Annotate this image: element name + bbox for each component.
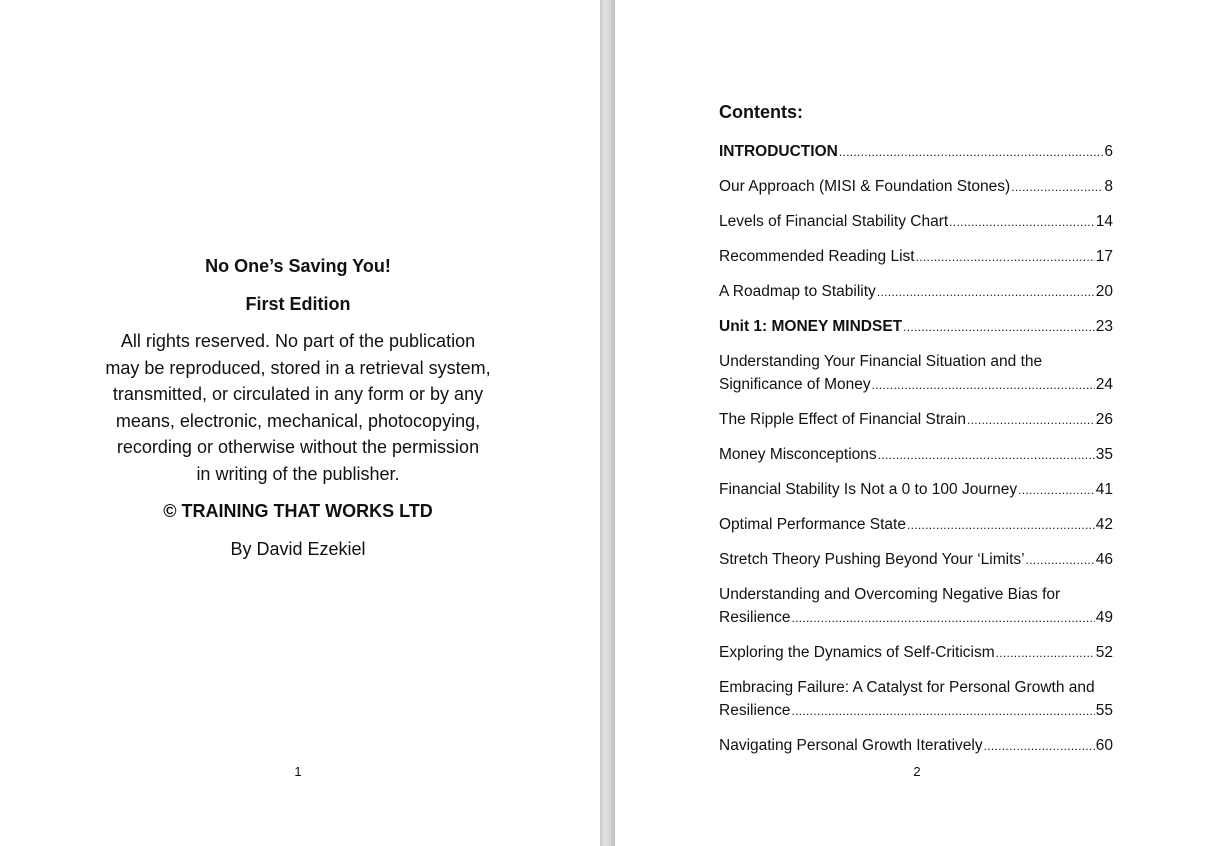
book-edition: First Edition — [245, 293, 351, 314]
toc-entry[interactable] — [719, 676, 1113, 723]
rights-line: transmitted, or circulated in any form or by any — [112, 384, 484, 404]
toc-entry-title: Exploring the Dynamics of Self-Criticism — [719, 644, 995, 661]
dot-leader — [949, 211, 1095, 234]
left-page — [0, 0, 600, 846]
toc-entry-page: 6 — [1104, 143, 1113, 160]
dot-leader — [1018, 479, 1095, 502]
toc-entry-title: INTRODUCTION — [719, 143, 838, 160]
toc-entry-line — [719, 280, 1113, 304]
toc-entry-page: 52 — [1095, 644, 1113, 661]
toc-entry-title: Money Misconceptions — [719, 446, 877, 463]
dot-leader — [839, 141, 1104, 164]
rights-line: means, electronic, mechanical, photocopying, — [115, 410, 481, 431]
dot-leader — [984, 735, 1095, 758]
toc-entry-line — [719, 443, 1113, 467]
toc-entry-line — [719, 315, 1113, 339]
toc-entry-title-line: Embracing Failure: A Catalyst for Personal Growth and — [719, 679, 1095, 696]
toc-entry-title: Significance of Money — [719, 376, 871, 393]
toc-entry-page: 35 — [1095, 446, 1113, 463]
toc-entry-page: 26 — [1095, 411, 1113, 428]
rights-line: may be reproduced, stored in a retrieval system, — [105, 357, 491, 378]
rights-notice — [98, 328, 498, 487]
toc-entry[interactable] — [719, 140, 1113, 164]
toc-entry-title: A Roadmap to Stability — [719, 283, 876, 300]
toc-entry[interactable] — [719, 245, 1113, 269]
toc-entry-title: Unit 1: MONEY MINDSET — [719, 318, 903, 335]
dot-leader — [792, 607, 1095, 630]
dot-leader — [903, 316, 1095, 339]
toc-entry-line — [719, 734, 1113, 758]
dot-leader — [996, 642, 1095, 665]
page-gutter — [600, 0, 615, 846]
toc-entry-line — [719, 478, 1113, 502]
toc-entry-page: 42 — [1095, 516, 1113, 533]
toc-entry[interactable] — [719, 210, 1113, 234]
book-title: No One’s Saving You! — [205, 256, 391, 276]
toc-entry-page: 24 — [1095, 376, 1113, 393]
dot-leader — [967, 409, 1095, 432]
dot-leader — [916, 246, 1095, 269]
page-number-right: 2 — [913, 764, 921, 779]
table-of-contents — [719, 140, 1113, 769]
right-page — [615, 0, 1206, 846]
toc-entry-title-line: Understanding Your Financial Situation and the — [719, 353, 1043, 370]
toc-entry-line — [719, 606, 1113, 630]
copyright-company: © TRAINING THAT WORKS LTD — [163, 501, 433, 521]
toc-entry-line — [719, 175, 1113, 199]
toc-entry-page: 60 — [1095, 737, 1113, 754]
page-number-left: 1 — [294, 764, 302, 779]
toc-entry-page: 14 — [1095, 213, 1113, 230]
toc-entry-title: Financial Stability Is Not a 0 to 100 Journey — [719, 481, 1018, 498]
toc-entry-title: Optimal Performance State — [719, 516, 906, 533]
toc-entry[interactable] — [719, 175, 1113, 199]
toc-entry-title: Stretch Theory Pushing Beyond Your ‘Limits’ — [719, 551, 1025, 568]
toc-entry[interactable] — [719, 513, 1113, 537]
toc-entry-line — [719, 408, 1113, 432]
toc-entry-line — [719, 210, 1113, 234]
dot-leader — [907, 514, 1095, 537]
toc-entry-title: The Ripple Effect of Financial Strain — [719, 411, 966, 428]
rights-line: All rights reserved. No part of the publication — [120, 331, 476, 351]
toc-entry-line — [719, 641, 1113, 665]
dot-leader — [1011, 176, 1103, 199]
toc-entry-title: Resilience — [719, 702, 791, 719]
toc-entry[interactable] — [719, 280, 1113, 304]
toc-entry-title: Navigating Personal Growth Iteratively — [719, 737, 983, 754]
contents-heading: Contents: — [719, 102, 803, 122]
toc-entry-page: 46 — [1095, 551, 1113, 568]
toc-entry[interactable] — [719, 734, 1113, 758]
toc-entry-title: Our Approach (MISI & Foundation Stones) — [719, 178, 1011, 195]
toc-entry-title-line: Understanding and Overcoming Negative Bias for — [719, 586, 1061, 603]
toc-entry-line — [719, 513, 1113, 537]
toc-entry-page: 41 — [1095, 481, 1113, 498]
toc-entry[interactable] — [719, 478, 1113, 502]
toc-entry-page: 55 — [1095, 702, 1113, 719]
toc-entry-line — [719, 245, 1113, 269]
toc-entry[interactable] — [719, 315, 1113, 339]
toc-entry-line — [719, 373, 1113, 397]
dot-leader — [877, 281, 1095, 304]
toc-entry[interactable] — [719, 443, 1113, 467]
dot-leader — [1026, 549, 1095, 572]
toc-entry[interactable] — [719, 548, 1113, 572]
toc-entry-page: 20 — [1095, 283, 1113, 300]
toc-entry-title: Recommended Reading List — [719, 248, 915, 265]
imprint-block — [98, 253, 498, 562]
rights-line: recording or otherwise without the permission — [116, 437, 480, 457]
toc-entry[interactable] — [719, 583, 1113, 630]
toc-entry-line — [719, 548, 1113, 572]
toc-entry-title: Resilience — [719, 609, 791, 626]
toc-entry-page: 23 — [1095, 318, 1113, 335]
toc-entry-title: Levels of Financial Stability Chart — [719, 213, 949, 230]
toc-entry-page: 17 — [1095, 248, 1113, 265]
toc-entry-line — [719, 699, 1113, 723]
toc-entry[interactable] — [719, 641, 1113, 665]
dot-leader — [872, 374, 1095, 397]
toc-entry-page: 49 — [1095, 609, 1113, 626]
toc-entry[interactable] — [719, 408, 1113, 432]
rights-line: in writing of the publisher. — [196, 463, 400, 484]
toc-entry-line — [719, 140, 1113, 164]
book-author: By David Ezekiel — [230, 538, 366, 559]
dot-leader — [878, 444, 1095, 467]
toc-entry-page: 8 — [1104, 178, 1113, 195]
dot-leader — [792, 700, 1095, 723]
toc-entry[interactable] — [719, 350, 1113, 397]
